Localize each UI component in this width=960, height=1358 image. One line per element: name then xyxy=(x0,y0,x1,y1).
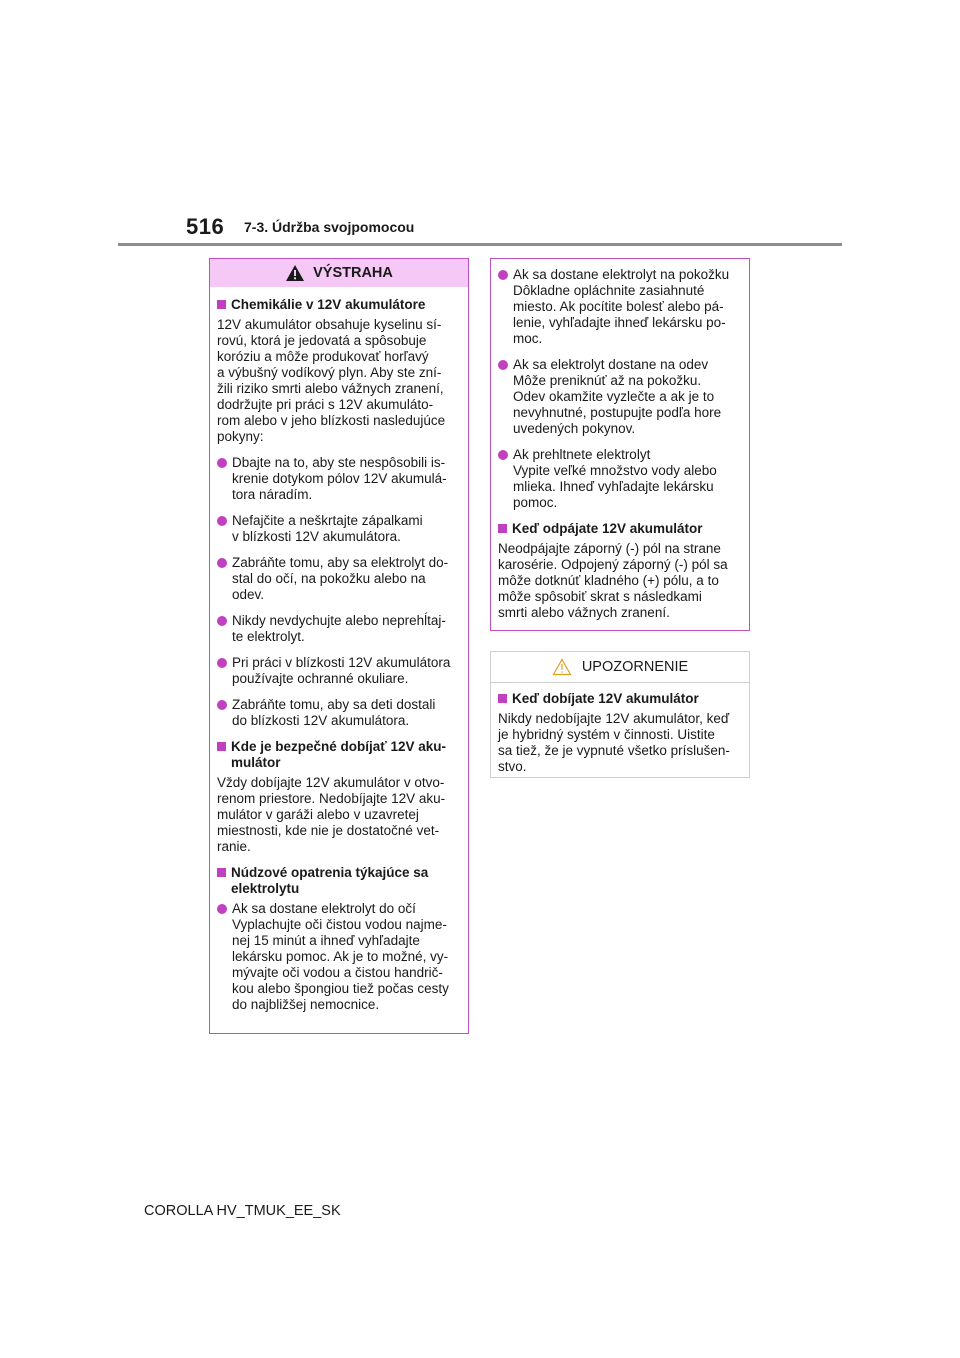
text-line: karosérie. Odpojený záporný (-) pól sa xyxy=(498,557,728,572)
text-line: môže dotknúť kladného (+) pólu, a to xyxy=(498,573,719,588)
text-line: krenie dotykom pólov 12V akumulá- xyxy=(232,471,447,486)
text-line: Dôkladne opláchnite zasiahnuté xyxy=(513,283,705,298)
text-line: Môže preniknúť až na pokožku. xyxy=(513,373,702,388)
text-line: tora náradím. xyxy=(232,487,313,502)
bullet-item xyxy=(217,555,460,603)
footer-model-code: COROLLA HV_TMUK_EE_SK xyxy=(144,1203,341,1219)
square-bullet-icon xyxy=(217,742,226,751)
text-line: v blízkosti 12V akumulátora. xyxy=(232,529,401,544)
heading-emergency xyxy=(217,865,460,897)
heading-when-charging-text: Keď dobíjate 12V akumulátor xyxy=(512,691,699,706)
text-line: Ak sa dostane elektrolyt na pokožku xyxy=(513,267,730,282)
page-number: 516 xyxy=(186,214,225,239)
warning-box-header xyxy=(210,259,468,287)
warning-box-title: VÝSTRAHA xyxy=(313,265,393,281)
text-line: Nikdy nevdychujte alebo neprehĺtaj- xyxy=(232,613,446,628)
round-bullet-icon xyxy=(498,450,508,460)
round-bullet-icon xyxy=(217,658,227,668)
text-line: mlieka. Ihneď vyhľadajte lekársku xyxy=(513,479,714,494)
text-line: lenie, vyhľadajte ihneď lekársku po- xyxy=(513,315,726,330)
paragraph-safe-charging xyxy=(217,775,460,855)
text-line: Dbajte na to, aby ste nespôsobili is- xyxy=(232,455,446,470)
bullet-item xyxy=(498,357,741,437)
text-line: lekársku pomoc. Ak je to možné, vy- xyxy=(232,949,449,964)
text-line: Ak prehltnete elektrolyt xyxy=(513,447,651,462)
bullet-item xyxy=(217,455,460,503)
heading-chemicals-text: Chemikálie v 12V akumulátore xyxy=(231,297,426,312)
text-line: Ak sa elektrolyt dostane na odev xyxy=(513,357,709,372)
text-line: Neodpájajte záporný (-) pól na strane xyxy=(498,541,721,556)
text-line: používajte ochranné okuliare. xyxy=(232,671,409,686)
round-bullet-icon xyxy=(217,700,227,710)
text-line: mývajte oči vodou a čistou handrič- xyxy=(232,965,443,980)
caution-triangle-icon xyxy=(552,658,572,676)
text-line: rom alebo v jeho blízkosti nasledujúce xyxy=(217,413,446,428)
text-line: nej 15 minút a ihneď vyhľadajte xyxy=(232,933,420,948)
warning-box xyxy=(209,258,469,1034)
text-line: sa tiež, že je vypnuté všetko príslušen- xyxy=(498,743,730,758)
text-line: pokyny: xyxy=(217,429,264,444)
bullet-item xyxy=(498,447,741,511)
text-line: Nefajčite a neškrtajte zápalkami xyxy=(232,513,423,528)
warning-box-continued xyxy=(490,258,750,631)
caution-box-header xyxy=(491,652,749,683)
bullet-item xyxy=(217,697,460,729)
text-line: je hybridný systém v činnosti. Uistite xyxy=(498,727,715,742)
square-bullet-icon xyxy=(498,694,507,703)
caution-box-title: UPOZORNENIE xyxy=(581,659,689,675)
text-line: kou alebo špongiou tiež počas cesty xyxy=(232,981,449,996)
round-bullet-icon xyxy=(217,458,227,468)
text-line: nevyhnutné, postupujte podľa hore xyxy=(513,405,722,420)
text-line: mulátor xyxy=(231,755,281,770)
text-line: Vypite veľké množstvo vody alebo xyxy=(513,463,717,478)
round-bullet-icon xyxy=(217,616,227,626)
caution-box xyxy=(490,651,750,778)
text-line: Kde je bezpečné dobíjať 12V aku- xyxy=(231,739,447,754)
paragraph-when-charging xyxy=(498,711,741,775)
bullet-item xyxy=(217,901,460,1013)
square-bullet-icon xyxy=(217,868,226,877)
text-line: dodržujte pri práci s 12V akumuláto- xyxy=(217,397,434,412)
heading-disconnecting-text: Keď odpájate 12V akumulátor xyxy=(512,521,703,536)
text-line: a výbušný vodíkový plyn. Aby ste zní- xyxy=(217,365,442,380)
text-line: elektrolytu xyxy=(231,881,300,896)
round-bullet-icon xyxy=(217,558,227,568)
text-line: Nikdy nedobíjajte 12V akumulátor, keď xyxy=(498,711,730,726)
round-bullet-icon xyxy=(217,904,227,914)
warning-triangle-icon xyxy=(285,264,305,282)
square-bullet-icon xyxy=(498,524,507,533)
text-line: Pri práci v blízkosti 12V akumulátora xyxy=(232,655,451,670)
text-line: stvo. xyxy=(498,759,527,774)
text-line: odev. xyxy=(232,587,265,602)
heading-when-charging xyxy=(498,691,741,707)
text-line: Vyplachujte oči čistou vodou najme- xyxy=(232,917,447,932)
header-divider xyxy=(118,243,842,246)
bullet-item xyxy=(498,267,741,347)
text-line: ranie. xyxy=(217,839,251,854)
text-line: mulátor v garáži alebo v uzavretej xyxy=(217,807,419,822)
text-line: moc. xyxy=(513,331,543,346)
text-line: stal do očí, na pokožku alebo na xyxy=(232,571,426,586)
text-line: Núdzové opatrenia týkajúce sa xyxy=(231,865,429,880)
text-line: do blízkosti 12V akumulátora. xyxy=(232,713,410,728)
text-line: Zabráňte tomu, aby sa deti dostali xyxy=(232,697,436,712)
paragraph-disconnecting xyxy=(498,541,741,621)
heading-chemicals xyxy=(217,297,460,313)
text-line: koróziu a môže produkovať horľavý xyxy=(217,349,429,364)
bullet-item xyxy=(217,513,460,545)
text-line: renom priestore. Nedobíjajte 12V aku- xyxy=(217,791,446,806)
bullet-item xyxy=(217,655,460,687)
text-line: Odev okamžite vyzlečte a ak je to xyxy=(513,389,715,404)
paragraph-chemicals xyxy=(217,317,460,445)
round-bullet-icon xyxy=(498,360,508,370)
bullet-item xyxy=(217,613,460,645)
heading-disconnecting xyxy=(498,521,741,537)
text-line: uvedených pokynov. xyxy=(513,421,636,436)
text-line: žili riziko smrti alebo vážnych zranení, xyxy=(217,381,444,396)
text-line: rovú, ktorá je jedovatá a spôsobuje xyxy=(217,333,427,348)
square-bullet-icon xyxy=(217,300,226,309)
text-line: Zabráňte tomu, aby sa elektrolyt do- xyxy=(232,555,449,570)
text-line: do najbližšej nemocnice. xyxy=(232,997,380,1012)
text-line: pomoc. xyxy=(513,495,558,510)
text-line: miestnosti, kde nie je dostatočné vet- xyxy=(217,823,440,838)
text-line: 12V akumulátor obsahuje kyselinu sí- xyxy=(217,317,442,332)
round-bullet-icon xyxy=(498,270,508,280)
text-line: Vždy dobíjajte 12V akumulátor v otvo- xyxy=(217,775,445,790)
text-line: môže spôsobiť skrat s následkami xyxy=(498,589,702,604)
round-bullet-icon xyxy=(217,516,227,526)
text-line: Ak sa dostane elektrolyt do očí xyxy=(232,901,416,916)
text-line: miesto. Ak pocítite bolesť alebo pá- xyxy=(513,299,724,314)
text-line: smrti alebo vážnych zranení. xyxy=(498,605,670,620)
section-title: 7-3. Údržba svojpomocou xyxy=(244,219,415,235)
heading-safe-charging xyxy=(217,739,460,771)
text-line: te elektrolyt. xyxy=(232,629,305,644)
